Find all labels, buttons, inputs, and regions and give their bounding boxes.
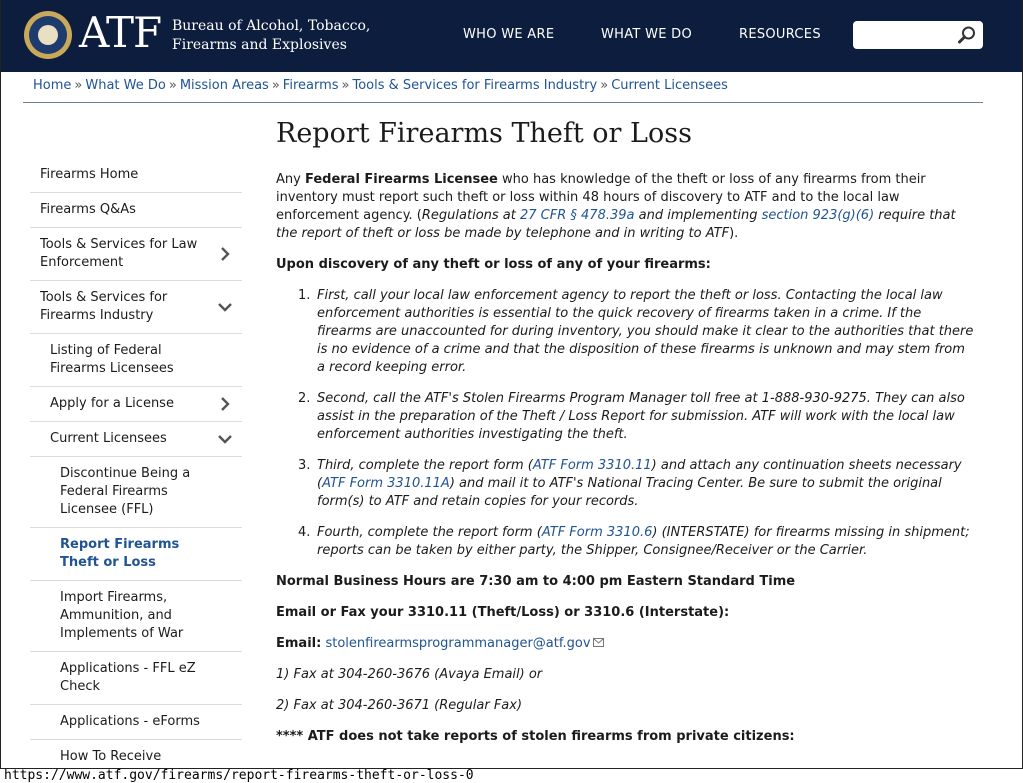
intro-italic: require that the report of theft or loss be made by telephone and in writing to ATF: [276, 208, 956, 241]
business-hours: Normal Business Hours are 7:30 am to 4:00 pm Eastern Standard Time: [276, 574, 796, 589]
breadcrumb-mission-areas[interactable]: Mission Areas: [179, 78, 269, 93]
breadcrumb-divider: [23, 102, 983, 103]
list-item: [276, 390, 976, 444]
chevron-right-icon[interactable]: [218, 247, 232, 261]
cfr-link[interactable]: 27 CFR § 478.39a: [520, 208, 635, 223]
sidebar-item-label: Tools & Services for Law Enforcement: [40, 237, 198, 270]
email-label: Email:: [276, 636, 322, 651]
search-box: [853, 21, 983, 49]
email-link[interactable]: stolenfirearmsprogrammanager@atf.gov: [325, 636, 591, 651]
breadcrumb: [33, 78, 728, 93]
sidebar-nav: [30, 158, 242, 769]
fax-line-1: 1) Fax at 304-260-3676 (Avaya Email) or: [276, 667, 543, 682]
nav-who-we-are[interactable]: WHO WE ARE: [463, 27, 555, 42]
sidebar-item-label: Current Licensees: [50, 431, 167, 446]
main-content: [276, 118, 976, 746]
search-icon[interactable]: [957, 25, 977, 45]
sidebar-item-label: Applications - FFL eZ Check: [60, 661, 196, 694]
intro-bold-term: Federal Firearms Licensee: [304, 172, 498, 187]
breadcrumb-separator: »: [600, 78, 609, 93]
form-3310-11a-link[interactable]: ATF Form 3310.11A: [322, 476, 450, 491]
intro-italic: Regulations at: [421, 208, 520, 223]
step-text: Second, call the ATF's Stolen Firearms Program Manager toll free at 1-888-930-9275. They can also assist in the preparation of the Theft / Loss Report for submission. ATF will work with the local law enforcement authorities investigating the theft.: [317, 391, 965, 442]
atf-seal-logo[interactable]: [24, 11, 72, 59]
sidebar-item-firearms-qas[interactable]: [30, 193, 242, 228]
atf-logo-text[interactable]: ATF: [79, 8, 162, 57]
breadcrumb-separator: »: [271, 78, 280, 93]
intro-text: who has knowledge of the theft or loss of any firearms from their inventory must report such theft or loss within 48 hours of discovery to ATF and to the local law enforcement agency. (: [276, 172, 926, 223]
email-fax-heading: Email or Fax your 3310.11 (Theft/Loss) or 3310.6 (Interstate):: [276, 605, 730, 620]
section-923-link[interactable]: section 923(g)(6): [761, 208, 875, 223]
breadcrumb-separator: »: [74, 78, 83, 93]
step-text: Fourth, complete the report form (: [317, 525, 542, 540]
chevron-down-icon[interactable]: [218, 300, 232, 314]
private-citizen-note: **** ATF does not take reports of stolen firearms from private citizens:: [276, 729, 795, 744]
discovery-heading: Upon discovery of any theft or loss of any of your firearms:: [276, 257, 711, 272]
sidebar-item-firearms-home[interactable]: [30, 158, 242, 193]
sidebar-item-label: Import Firearms, Ammunition, and Implements of War: [60, 590, 184, 641]
list-item: [276, 524, 976, 560]
intro-italic: and implementing: [634, 208, 762, 223]
step-text: First, call your local law enforcement agency to report the theft or loss. Contacting the local law enforcement authorities is essential to the quick recovery of firearms taken in a crime. If the firearms are unaccounted for during inventory, you should make it clear to the authorities that there is no evidence of a crime and that the disposition of these firearms is unknown and may stem from a record keeping error.: [317, 288, 974, 375]
breadcrumb-tools-services-industry[interactable]: Tools & Services for Firearms Industry: [352, 78, 598, 93]
sidebar-item-label: Firearms Home: [40, 167, 139, 182]
page-title: Report Firearms Theft or Loss: [276, 118, 692, 149]
intro-text: Any: [276, 172, 305, 187]
sidebar-item-label: Tools & Services for Firearms Industry: [40, 290, 168, 323]
step-text: ) and mail it to ATF's National Tracing Center. Be sure to submit the original form(s) to ATF and retain copies for your records.: [317, 476, 942, 509]
breadcrumb-separator: »: [168, 78, 177, 93]
sidebar-item-ffl-ez-check[interactable]: [30, 652, 242, 705]
sidebar-item-label: How To Receive: [60, 749, 162, 764]
list-number: 2.: [298, 391, 311, 406]
step-text: Third, complete the report form (: [317, 458, 533, 473]
sidebar-item-tools-firearms-industry[interactable]: [30, 281, 242, 334]
sidebar-item-label: Firearms Q&As: [40, 202, 136, 217]
step-text: ) and attach any continuation sheets necessary (: [317, 458, 962, 491]
sidebar-item-label: Report Firearms Theft or Loss: [60, 537, 180, 570]
steps-list: [276, 287, 976, 560]
sidebar-item-eforms[interactable]: [30, 705, 242, 740]
sidebar-item-import-firearms[interactable]: [30, 581, 242, 652]
sidebar-item-report-theft-loss[interactable]: [30, 528, 242, 581]
list-item: [276, 287, 976, 377]
agency-name-line1: Bureau of Alcohol, Tobacco,: [172, 18, 371, 34]
sidebar-item-label: Listing of Federal Firearms Licensees: [50, 343, 174, 376]
agency-name-line2: Firearms and Explosives: [172, 37, 347, 53]
breadcrumb-firearms[interactable]: Firearms: [282, 78, 339, 93]
form-3310-6-link[interactable]: ATF Form 3310.6: [541, 525, 653, 540]
form-3310-11-link[interactable]: ATF Form 3310.11: [532, 458, 652, 473]
chevron-down-icon[interactable]: [218, 432, 232, 446]
page-url-footer: https://www.atf.gov/firearms/report-firearms-theft-or-loss-0: [4, 768, 474, 783]
email-line: [276, 635, 976, 653]
sidebar-item-discontinue-ffl[interactable]: [30, 457, 242, 528]
nav-resources[interactable]: RESOURCES: [739, 27, 821, 42]
agency-name: [172, 17, 370, 55]
sidebar-item-apply-license[interactable]: [30, 387, 242, 422]
list-number: 3.: [298, 458, 311, 473]
sidebar-item-tools-law-enforcement[interactable]: [30, 228, 242, 281]
sidebar-item-label: Discontinue Being a Federal Firearms Licensee (FFL): [60, 466, 191, 517]
search-input[interactable]: [857, 24, 957, 46]
list-number: 4.: [298, 525, 311, 540]
fax-line-2: 2) Fax at 304-260-3671 (Regular Fax): [276, 698, 523, 713]
breadcrumb-separator: »: [341, 78, 350, 93]
intro-paragraph: [276, 171, 976, 243]
sidebar-item-label: Applications - eForms: [60, 714, 200, 729]
intro-text: ).: [729, 226, 739, 241]
nav-what-we-do[interactable]: WHAT WE DO: [601, 27, 693, 42]
site-header: [1, 0, 1022, 72]
sidebar-item-current-licensees[interactable]: [30, 422, 242, 457]
list-number: 1.: [298, 288, 311, 303]
breadcrumb-current-licensees[interactable]: Current Licensees: [611, 78, 728, 93]
sidebar-item-listing-ffl[interactable]: [30, 334, 242, 387]
envelope-icon: [593, 638, 604, 647]
list-item: [276, 457, 976, 511]
breadcrumb-what-we-do[interactable]: What We Do: [85, 78, 166, 93]
step-text: ) (INTERSTATE) for firearms missing in shipment; reports can be taken by either party, the Shipper, Consignee/Receiver or the Carrier.: [317, 525, 970, 558]
sidebar-item-receive-imported[interactable]: [30, 740, 242, 769]
sidebar-item-label: Apply for a License: [50, 396, 174, 411]
breadcrumb-home[interactable]: Home: [33, 78, 72, 93]
chevron-right-icon[interactable]: [218, 397, 232, 411]
